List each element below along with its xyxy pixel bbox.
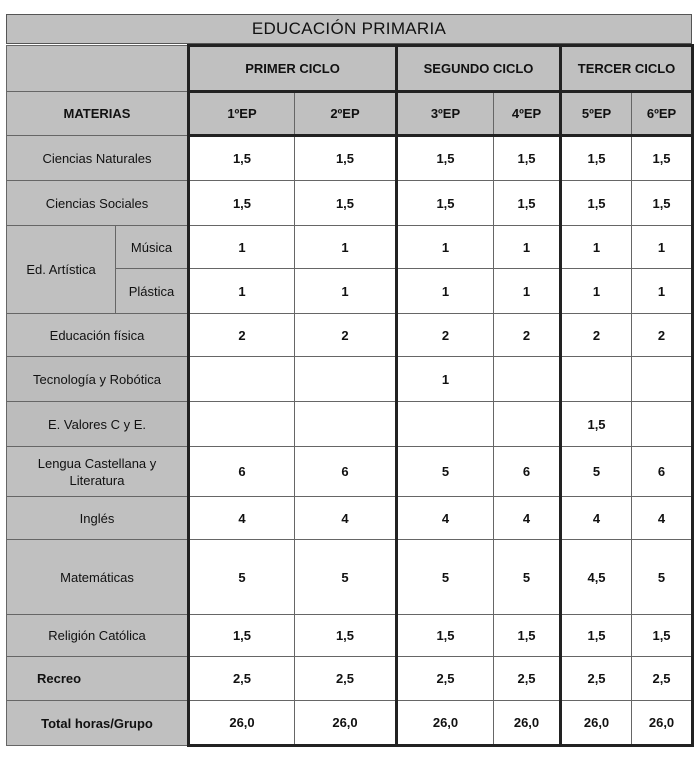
cell-value: 1 <box>397 226 494 269</box>
cell-value: 26,0 <box>494 701 561 746</box>
cell-value: 2 <box>561 314 632 357</box>
cell-value: 1,5 <box>397 181 494 226</box>
cycle-header-2: SEGUNDO CICLO <box>397 46 561 92</box>
row-label: Ciencias Sociales <box>7 181 189 226</box>
cell-value: 26,0 <box>632 701 693 746</box>
cycle-header-3: TERCER CICLO <box>561 46 693 92</box>
table-row <box>7 447 693 497</box>
cell-value: 2,5 <box>494 657 561 701</box>
table-row <box>7 497 693 540</box>
cell-value <box>561 357 632 402</box>
hours-table <box>6 44 694 747</box>
cell-value: 1,5 <box>189 615 295 657</box>
course-header-4: 4ºEP <box>494 92 561 136</box>
row-label: Matemáticas <box>7 540 189 615</box>
cell-value <box>632 357 693 402</box>
group-label: Ed. Artística <box>7 226 116 314</box>
cell-value: 1,5 <box>295 136 397 181</box>
cell-value: 5 <box>295 540 397 615</box>
row-label: Música <box>116 226 189 269</box>
course-header-1: 1ºEP <box>189 92 295 136</box>
cell-value <box>295 357 397 402</box>
cell-value: 5 <box>632 540 693 615</box>
cell-value: 2,5 <box>295 657 397 701</box>
cell-value <box>295 402 397 447</box>
cell-value: 1,5 <box>295 181 397 226</box>
cell-value: 1,5 <box>561 181 632 226</box>
cell-value: 1,5 <box>494 615 561 657</box>
row-label: Recreo <box>7 657 189 701</box>
cell-value: 6 <box>189 447 295 497</box>
course-header-5: 5ºEP <box>561 92 632 136</box>
cell-value: 5 <box>397 447 494 497</box>
materias-header: MATERIAS <box>7 92 189 136</box>
cell-value: 1,5 <box>632 615 693 657</box>
cell-value: 5 <box>397 540 494 615</box>
course-header-row <box>7 92 693 136</box>
cell-value: 1 <box>295 269 397 314</box>
cell-value: 4 <box>494 497 561 540</box>
cell-value: 1,5 <box>632 136 693 181</box>
cell-value: 1,5 <box>397 136 494 181</box>
cell-value: 1 <box>632 269 693 314</box>
cell-value: 4 <box>561 497 632 540</box>
header-empty-cell <box>7 46 189 92</box>
table-row <box>7 402 693 447</box>
cell-value: 1 <box>397 357 494 402</box>
table-row <box>7 657 693 701</box>
cell-value: 4,5 <box>561 540 632 615</box>
cell-value <box>189 402 295 447</box>
cell-value: 1,5 <box>295 615 397 657</box>
cell-value: 4 <box>295 497 397 540</box>
cell-value: 26,0 <box>295 701 397 746</box>
cell-value: 1,5 <box>561 136 632 181</box>
cell-value: 1,5 <box>632 181 693 226</box>
row-label: Plástica <box>116 269 189 314</box>
cell-value: 26,0 <box>397 701 494 746</box>
cell-value: 2,5 <box>397 657 494 701</box>
cycle-header-1: PRIMER CICLO <box>189 46 397 92</box>
cell-value: 6 <box>295 447 397 497</box>
cell-value: 1,5 <box>189 136 295 181</box>
cell-value: 1 <box>494 269 561 314</box>
row-label: Religión Católica <box>7 615 189 657</box>
cell-value: 1,5 <box>561 402 632 447</box>
table-row <box>7 181 693 226</box>
row-label: Inglés <box>7 497 189 540</box>
cell-value: 1 <box>397 269 494 314</box>
row-label: Total horas/Grupo <box>7 701 189 746</box>
row-label: Tecnología y Robótica <box>7 357 189 402</box>
course-header-6: 6ºEP <box>632 92 693 136</box>
cell-value: 5 <box>494 540 561 615</box>
cell-value: 1,5 <box>397 615 494 657</box>
table-row <box>7 540 693 615</box>
cell-value: 1 <box>632 226 693 269</box>
course-header-2: 2ºEP <box>295 92 397 136</box>
cell-value: 6 <box>632 447 693 497</box>
cell-value <box>632 402 693 447</box>
cell-value: 2 <box>295 314 397 357</box>
row-label: Educación física <box>7 314 189 357</box>
table-row <box>7 136 693 181</box>
cell-value: 1 <box>561 269 632 314</box>
cell-value: 2 <box>397 314 494 357</box>
cell-value: 2,5 <box>632 657 693 701</box>
cell-value: 4 <box>189 497 295 540</box>
table-row <box>7 357 693 402</box>
cell-value: 1 <box>189 269 295 314</box>
cell-value: 2,5 <box>561 657 632 701</box>
cell-value: 2 <box>189 314 295 357</box>
cell-value: 2 <box>632 314 693 357</box>
row-label: E. Valores C y E. <box>7 402 189 447</box>
cell-value: 1,5 <box>494 136 561 181</box>
cell-value <box>494 357 561 402</box>
table-row <box>7 615 693 657</box>
cell-value: 26,0 <box>189 701 295 746</box>
cell-value: 2,5 <box>189 657 295 701</box>
table-row <box>7 701 693 746</box>
cycle-header-row <box>7 46 693 92</box>
cell-value: 5 <box>189 540 295 615</box>
table-row <box>7 314 693 357</box>
cell-value: 4 <box>632 497 693 540</box>
cell-value: 2 <box>494 314 561 357</box>
cell-value <box>494 402 561 447</box>
row-label: Lengua Castellana y Literatura <box>7 447 189 497</box>
cell-value: 5 <box>561 447 632 497</box>
cell-value <box>189 357 295 402</box>
cell-value: 4 <box>397 497 494 540</box>
cell-value: 1 <box>295 226 397 269</box>
table-row <box>7 226 693 269</box>
cell-value: 1,5 <box>561 615 632 657</box>
cell-value: 1 <box>189 226 295 269</box>
cell-value: 1 <box>561 226 632 269</box>
cell-value: 6 <box>494 447 561 497</box>
course-header-3: 3ºEP <box>397 92 494 136</box>
row-label: Ciencias Naturales <box>7 136 189 181</box>
table-title: EDUCACIÓN PRIMARIA <box>6 14 692 44</box>
cell-value: 1,5 <box>189 181 295 226</box>
cell-value <box>397 402 494 447</box>
cell-value: 1,5 <box>494 181 561 226</box>
cell-value: 26,0 <box>561 701 632 746</box>
cell-value: 1 <box>494 226 561 269</box>
